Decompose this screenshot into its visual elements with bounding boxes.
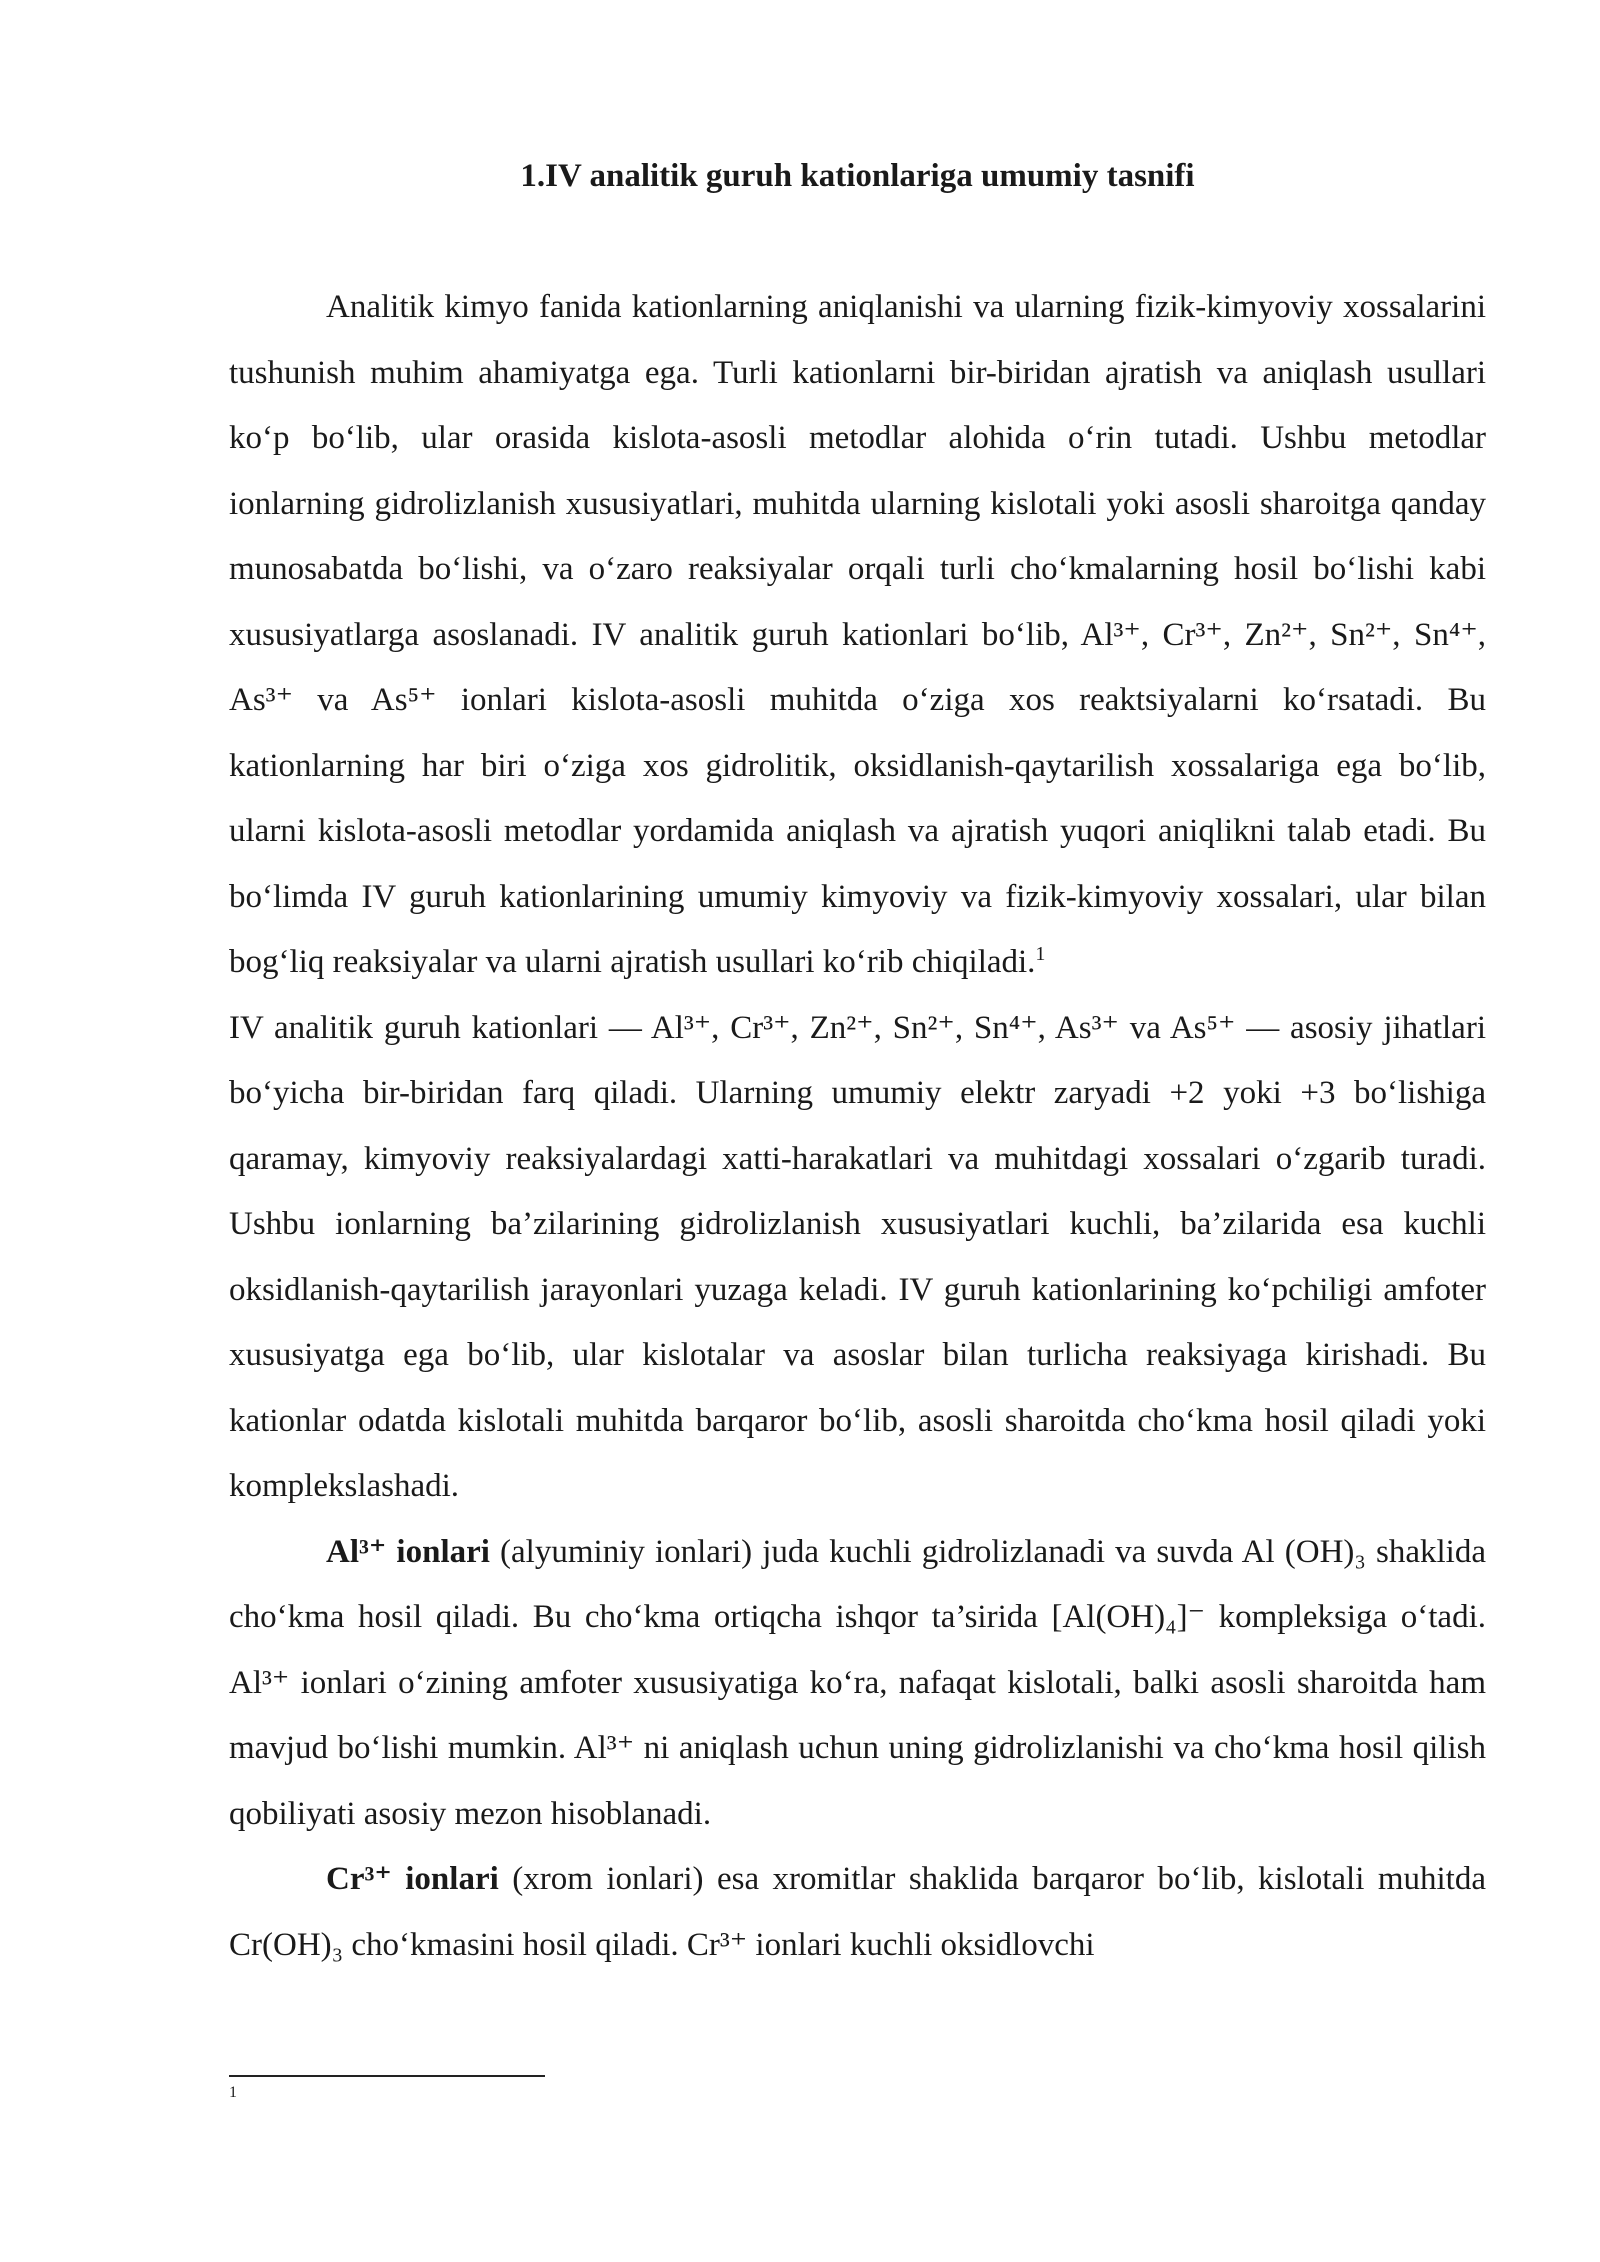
footnote-reference[interactable]: 1	[1035, 943, 1046, 965]
paragraph-chromium	[229, 1847, 1486, 1978]
document-body	[229, 275, 1486, 1978]
paragraph-aluminium	[229, 1520, 1486, 1848]
section-title: 1.IV analitik guruh kationlariga umumiy tasnifi	[520, 158, 1195, 194]
footnote-separator	[229, 2075, 545, 2077]
footnote	[229, 2083, 237, 2103]
chromium-heading: Cr³⁺ ionlari	[326, 1861, 499, 1897]
paragraph-intro	[229, 275, 1486, 996]
chromium-text: (xrom ionlari) esa xromitlar shaklida barqaror bo‘lib, kislotali muhitda Cr(OH)₃ cho‘kmasini hosil qiladi. Cr³⁺ ionlari kuchli oksidlovchi	[229, 1861, 1486, 1963]
footnote-number: 1	[229, 2084, 237, 2101]
paragraph-intro-text: Analitik kimyo fanida kationlarning aniqlanishi va ularning fizik-kimyoviy xossalarini tushunish muhim ahamiyatga ega. Turli kationlarni bir-biridan ajratish va aniqlash usullari ko‘p bo‘lib, ular orasida kislota-asosli metodlar alohida o‘rin tutadi. Ushbu metodlar ionlarning gidrolizlanish xususiyatlari, muhitda ularning kislotali yoki asosli sharoitga qanday munosabatda bo‘lishi, va o‘zaro reaksiyalar orqali turli cho‘kmalarning hosil bo‘lishi kabi xususiyatlarga asoslanadi. IV analitik guruh kationlari bo‘lib, Al³⁺, Cr³⁺, Zn²⁺, Sn²⁺, Sn⁴⁺, As³⁺ va As⁵⁺ ionlari kislota-asosli muhitda o‘ziga xos reaktsiyalarni ko‘rsatadi. Bu kationlarning har biri o‘ziga xos gidrolitik, oksidlanish-qaytarilish xossalariga ega bo‘lib, ularni kislota-asosli metodlar yordamida aniqlash va ajratish yuqori aniqlikni talab etadi. Bu bo‘limda IV guruh kationlarining umumiy kimyoviy va fizik-kimyoviy xossalari, ular bilan bog‘liq reaksiyalar va ularni ajratish usullari ko‘rib chiqiladi.	[229, 289, 1486, 980]
paragraph-cations-overview: IV analitik guruh kationlari — Al³⁺, Cr³⁺, Zn²⁺, Sn²⁺, Sn⁴⁺, As³⁺ va As⁵⁺ — asosiy jihatlari bo‘yicha bir-biridan farq qiladi. Ularning umumiy elektr zaryadi +2 yoki +3 bo‘lishiga qaramay, kimyoviy reaksiyalardagi xatti-harakatlari va muhitdagi xossalari o‘zgarib turadi. Ushbu ionlarning ba’zilarining gidrolizlanish xususiyatlari kuchli, ba’zilarida esa kuchli oksidlanish-qaytarilish jarayonlari yuzaga keladi. IV guruh kationlarining ko‘pchiligi amfoter xususiyatga ega bo‘lib, ular kislotalar va asoslar bilan turlicha reaksiyaga kirishadi. Bu kationlar odatda kislotali muhitda barqaror bo‘lib, asosli sharoitda cho‘kma hosil qiladi yoki komplekslashadi.	[229, 1009, 1486, 1504]
aluminium-heading: Al³⁺ ionlari	[326, 1533, 490, 1570]
aluminium-text: (alyuminiy ionlari) juda kuchli gidrolizlanadi va suvda Al (OH)₃ shaklida cho‘kma hosil qiladi. Bu cho‘kma ortiqcha ishqor ta’sirida [Al(OH)₄]⁻ kompleksiga o‘tadi. Al³⁺ ionlari o‘zining amfoter xususiyatiga ko‘ra, nafaqat kislotali, balki asosli sharoitda ham mavjud bo‘lishi mumkin. Al³⁺ ni aniqlash uchun uning gidrolizlanishi va cho‘kma hosil qilish qobiliyati asosiy mezon hisoblanadi.	[229, 1533, 1486, 1832]
